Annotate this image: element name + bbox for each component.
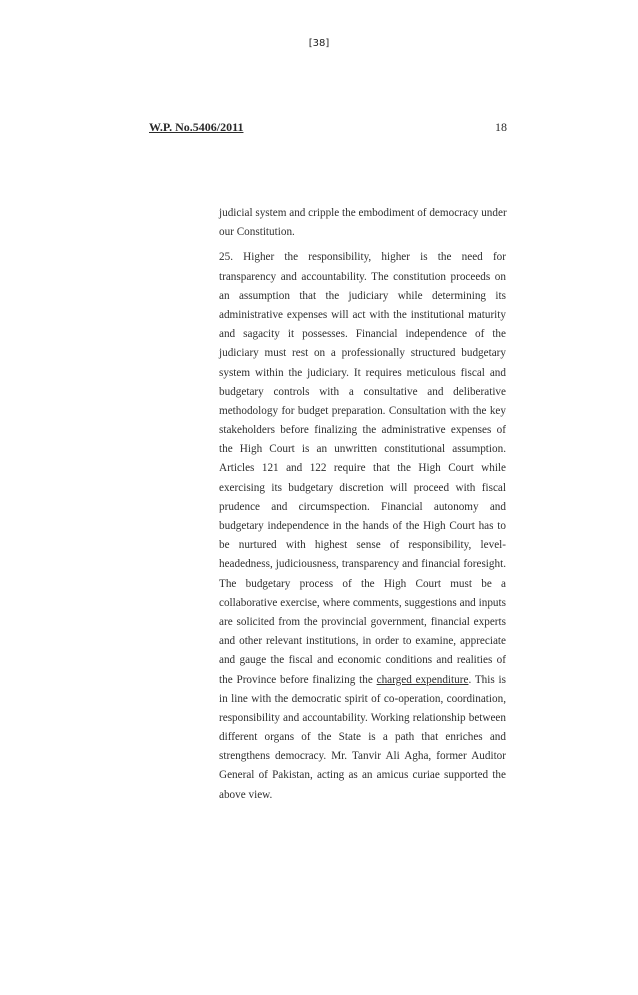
text-line: methodology for budget preparation. Consultation with the key xyxy=(219,404,506,417)
text-line: strengthens democracy. Mr. Tanvir Ali Agha, former Auditor xyxy=(219,750,506,763)
text-line: judiciary must rest on a professionally structured budgetary xyxy=(219,347,506,360)
text-line: budgetary controls with a consultative and deliberative xyxy=(219,385,506,398)
text-line: General of Pakistan, acting as an amicus curiae supported the xyxy=(219,769,506,782)
text-line: in line with the democratic spirit of co-operation, coordination, xyxy=(219,692,506,705)
page-number: [38] xyxy=(308,38,330,49)
text-line: judicial system and cripple the embodiment of democracy under xyxy=(219,207,507,219)
text-line: and gauge the fiscal and economic conditions and realities of xyxy=(219,654,506,667)
text-line: administrative expenses will act with the institutional maturity xyxy=(219,308,506,321)
case-number: W.P. No.5406/2011 xyxy=(149,120,244,134)
text-line: collaborative exercise, where comments, suggestions and inputs xyxy=(219,596,506,609)
text-segment: the Province before finalizing the xyxy=(219,673,377,686)
text-line: transparency and accountability. The constitution proceeds on xyxy=(219,270,506,283)
text-line: be nurtured with highest sense of responsibility, level- xyxy=(219,539,506,552)
text-line: our Constitution. xyxy=(219,226,295,239)
text-line: Articles 121 and 122 require that the High Court while xyxy=(219,462,506,475)
text-line: an assumption that the judiciary while determining its xyxy=(219,289,506,302)
text-line: system within the judiciary. It requires meticulous fiscal and xyxy=(219,366,506,379)
text-line: are solicited from the provincial government, financial experts xyxy=(219,615,506,628)
continuation-paragraph xyxy=(219,204,506,242)
text-line: stakeholders before finalizing the administrative expenses of xyxy=(219,424,506,437)
text-line-with-underline xyxy=(219,671,506,690)
text-line: 25. Higher the responsibility, higher is the need for xyxy=(219,251,506,264)
text-line: The budgetary process of the High Court must be a xyxy=(219,577,506,590)
sheet-number: 18 xyxy=(495,120,507,134)
text-line: budgetary independence in the hands of the High Court has to xyxy=(219,520,506,532)
text-line: responsibility and accountability. Working relationship between xyxy=(219,711,506,724)
text-line: headedness, judiciousness, transparency and financial foresight. xyxy=(219,558,506,571)
paragraph-25 xyxy=(219,248,506,804)
text-line: exercising its budgetary discretion will proceed with fiscal xyxy=(219,481,506,494)
text-line: the High Court is an unwritten constitutional assumption. xyxy=(219,443,506,456)
text-line: different organs of the State is a path that enriches and xyxy=(219,731,506,744)
body-text xyxy=(219,204,506,805)
text-segment: . This is xyxy=(468,673,507,686)
text-line: and sagacity it possesses. Financial independence of the xyxy=(219,328,506,341)
text-line: prudence and circumspection. Financial autonomy and xyxy=(219,500,506,513)
charged-expenditure-term: charged expenditure xyxy=(376,673,469,686)
text-line: and other relevant institutions, in order to examine, appreciate xyxy=(219,635,506,648)
text-line: above view. xyxy=(219,788,273,801)
